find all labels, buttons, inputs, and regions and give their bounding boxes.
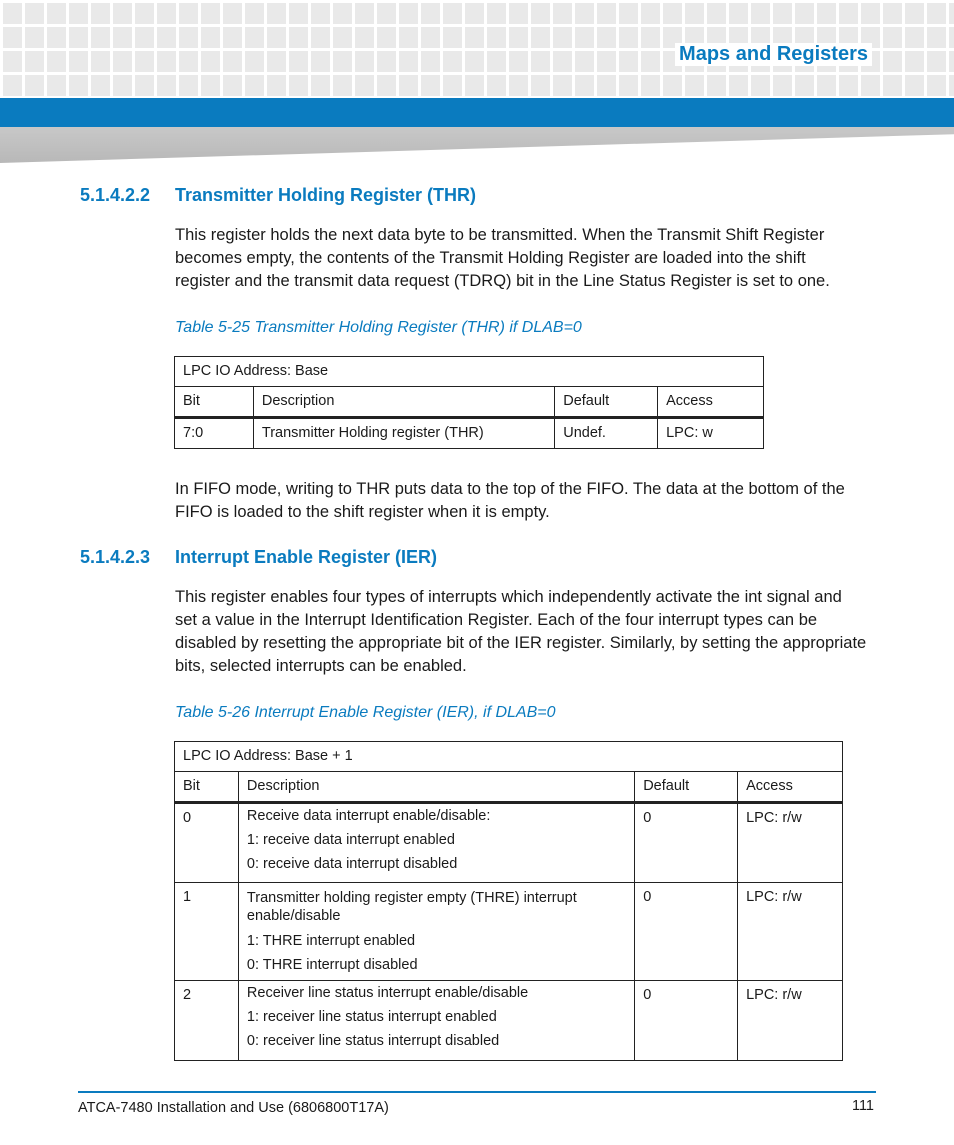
section-number: 5.1.4.2.3 xyxy=(80,547,151,567)
cell-access: LPC: r/w xyxy=(738,981,843,1061)
header-cell: Access xyxy=(738,772,843,803)
text-line: FIFO is loaded to the shift register when it is empty. xyxy=(175,503,550,521)
text-line: In FIFO mode, writing to THR puts data to the top of the FIFO. The data at the bottom of the xyxy=(175,480,845,498)
header-cell: Default xyxy=(635,772,738,803)
cell-default: 0 xyxy=(635,981,738,1061)
cell-access: LPC: w xyxy=(658,418,764,449)
description-line: 0: THRE interrupt disabled xyxy=(246,957,418,973)
header-gray-wedge xyxy=(0,127,954,163)
header-cell: Description xyxy=(253,387,554,418)
table-address-cell: LPC IO Address: Base xyxy=(175,357,764,387)
description-line: Transmitter holding register empty (THRE) interrupt enable/disable xyxy=(246,890,577,924)
table-ier xyxy=(174,741,843,1061)
header-cell: Default xyxy=(555,387,658,418)
running-header-title: Maps and Registers xyxy=(675,43,872,66)
table-address-row xyxy=(175,357,764,387)
text-line: bits, selected interrupts can be enabled. xyxy=(175,657,467,675)
cell-bit: 1 xyxy=(175,883,239,981)
cell-access: LPC: r/w xyxy=(738,803,843,883)
text-line: set a value in the Interrupt Identification Register. Each of the four interrupt types can be xyxy=(175,611,818,629)
footer-document-title: ATCA-7480 Installation and Use (6806800T17A) xyxy=(78,1100,389,1116)
header-cell: Access xyxy=(658,387,764,418)
section-number: 5.1.4.2.2 xyxy=(80,185,151,205)
cell-description xyxy=(238,803,634,883)
table-row xyxy=(175,981,843,1061)
header-cell: Bit xyxy=(175,387,254,418)
text-line: This register enables four types of interrupts which independently activate the int signal and xyxy=(175,588,842,606)
description-line: 1: receive data interrupt enabled xyxy=(246,832,455,848)
table-caption-ier: Table 5-26 Interrupt Enable Register (IER), if DLAB=0 xyxy=(175,704,556,721)
cell-default: 0 xyxy=(635,883,738,981)
header-cell: Description xyxy=(238,772,634,803)
page-number: 111 xyxy=(851,1098,874,1114)
cell-bit: 7:0 xyxy=(175,418,254,449)
cell-default: Undef. xyxy=(555,418,658,449)
paragraph-thr-intro xyxy=(175,224,875,293)
table-row xyxy=(175,803,843,883)
description-line: Receive data interrupt enable/disable: xyxy=(246,808,491,824)
section-title: Transmitter Holding Register (THR) xyxy=(175,185,477,205)
section-title: Interrupt Enable Register (IER) xyxy=(175,547,438,567)
paragraph-fifo xyxy=(175,478,875,524)
cell-description xyxy=(238,981,634,1061)
text-line: register and the transmit data request (TDRQ) bit in the Line Status Register is set to one. xyxy=(175,272,830,290)
table-header-row xyxy=(175,772,843,803)
table-caption-thr: Table 5-25 Transmitter Holding Register (THR) if DLAB=0 xyxy=(175,319,582,336)
section-heading-ier xyxy=(80,547,437,568)
description-line: Receiver line status interrupt enable/disable xyxy=(246,985,529,1001)
table-row xyxy=(175,883,843,981)
cell-default: 0 xyxy=(635,803,738,883)
cell-access: LPC: r/w xyxy=(738,883,843,981)
section-heading-thr xyxy=(80,185,476,206)
cell-description xyxy=(238,883,634,981)
text-line: This register holds the next data byte to be transmitted. When the Transmit Shift Register xyxy=(175,226,825,244)
paragraph-ier-intro xyxy=(175,586,875,678)
footer-rule xyxy=(78,1091,876,1093)
description-line: 1: THRE interrupt enabled xyxy=(246,933,416,949)
table-row xyxy=(175,418,764,449)
description-line: 1: receiver line status interrupt enabled xyxy=(246,1009,497,1025)
text-line: becomes empty, the contents of the Transmit Holding Register are loaded into the shift xyxy=(175,249,806,267)
table-address-cell: LPC IO Address: Base + 1 xyxy=(175,742,843,772)
text-line: disabled by resetting the appropriate bit of the IER register. Similarly, by setting the appropriate xyxy=(175,634,867,652)
table-header-row xyxy=(175,387,764,418)
description-line: 0: receive data interrupt disabled xyxy=(246,856,458,872)
table-address-row xyxy=(175,742,843,772)
header-blue-bar xyxy=(0,98,954,127)
table-thr xyxy=(174,356,764,449)
description-line: 0: receiver line status interrupt disabled xyxy=(246,1033,500,1049)
header-cell: Bit xyxy=(175,772,239,803)
cell-description: Transmitter Holding register (THR) xyxy=(253,418,554,449)
cell-bit: 2 xyxy=(175,981,239,1061)
cell-bit: 0 xyxy=(175,803,239,883)
